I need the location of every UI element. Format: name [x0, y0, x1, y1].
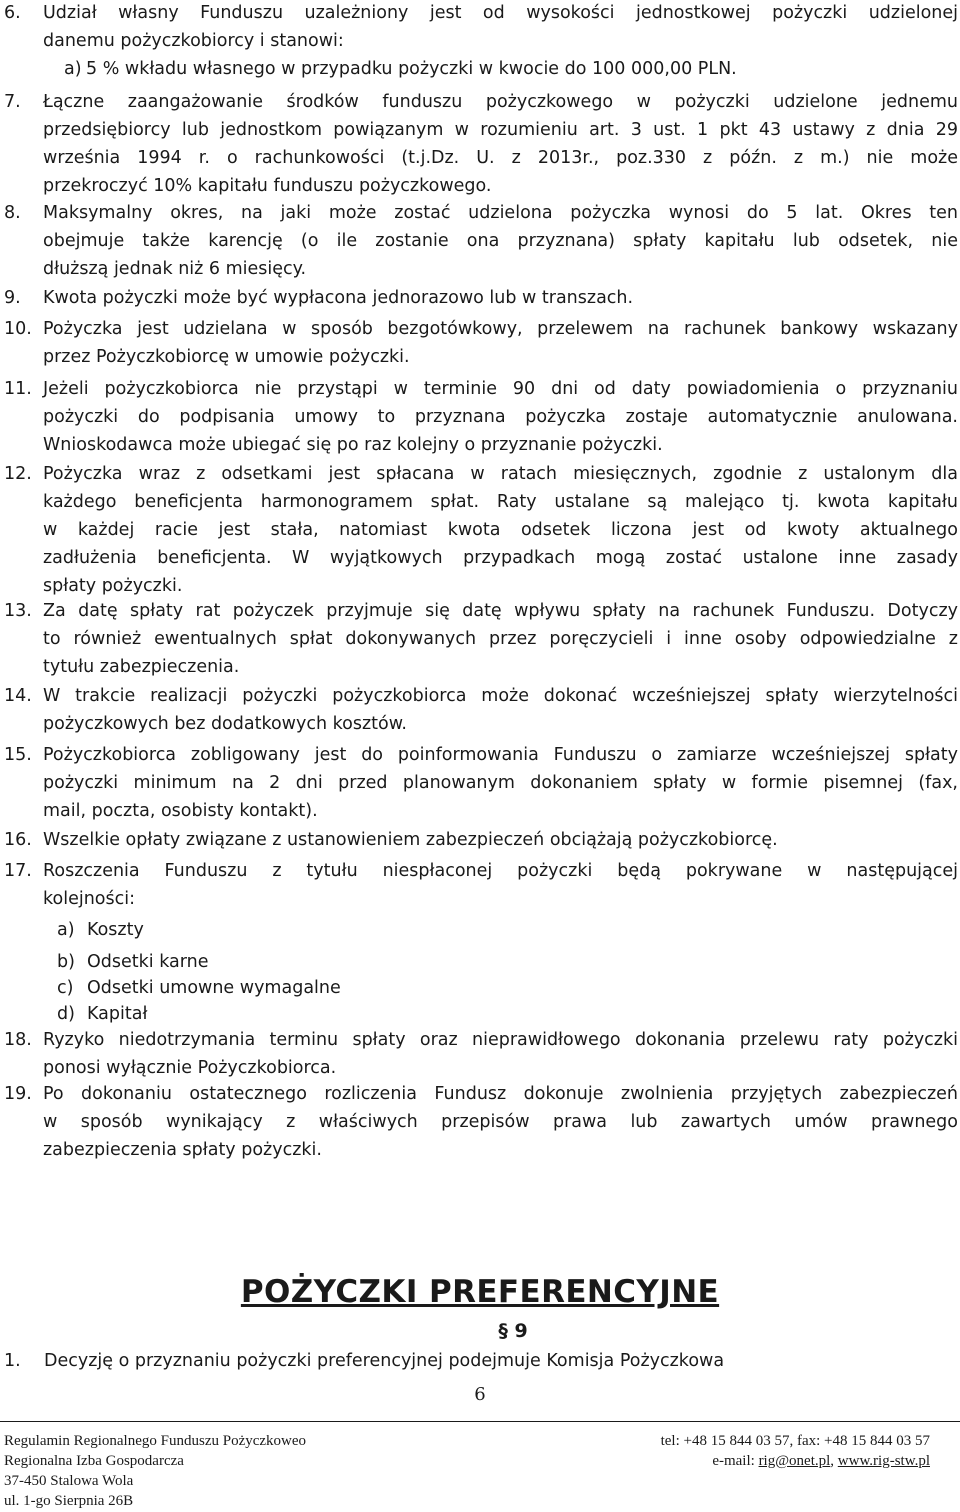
- item-line: obejmuje także karencję (o ile zostanie ona przyznana) spłaty kapitału lub odsetek, nie: [43, 231, 958, 251]
- sub-item-text: 5 % wkładu własnego w przypadku pożyczki w kwocie do 100 000,00 PLN.: [86, 59, 737, 79]
- footer-email-link[interactable]: rig@onet.pl: [758, 1453, 831, 1469]
- item-number: 10.: [4, 319, 32, 339]
- item-line: kolejności:: [43, 889, 136, 909]
- item-line: to również ewentualnych spłat dokonywanych przez poręczycieli i inne osoby odpowiedzialne z: [43, 629, 958, 649]
- sub-item-17b: [57, 949, 208, 977]
- footer-website-link[interactable]: www.rig-stw.pl: [837, 1453, 930, 1469]
- footer-line: ul. 1-go Sierpnia 26B: [4, 1493, 134, 1509]
- item-line: każdego beneficjenta harmonogramem spłat. Raty ustalane są malejąco tj. kwota kapitału: [43, 492, 958, 512]
- footer-separator: ,: [830, 1453, 838, 1469]
- sub-item-text: Odsetki umowne wymagalne: [87, 978, 341, 998]
- sub-item-label: b): [57, 952, 75, 972]
- item-line: Jeżeli pożyczkobiorca nie przystąpi w terminie 90 dni od daty powiadomienia o przyznaniu: [43, 379, 958, 399]
- item-line: tytułu zabezpieczenia.: [43, 657, 240, 677]
- item-line: danemu pożyczkobiorcy i stanowi:: [43, 31, 344, 51]
- item-line: Pożyczka jest udzielana w sposób bezgotówkowy, przelewem na rachunek bankowy wskazany: [43, 319, 958, 339]
- sub-item-17a: [57, 917, 144, 945]
- item-line: Za datę spłaty rat pożyczek przyjmuje się datę wpływu spłaty na rachunek Funduszu. Dotyczy: [43, 601, 958, 621]
- item-number: 13.: [4, 601, 32, 621]
- footer-rule: [0, 1421, 960, 1422]
- item-line: w każdej racie jest stała, natomiast kwota odsetek liczona jest od kwoty aktualnego: [43, 520, 958, 540]
- item-number: 8.: [4, 203, 21, 223]
- page-number: 6: [474, 1384, 486, 1405]
- item-line: pożyczkowych bez dodatkowych kosztów.: [43, 714, 407, 734]
- item-line: zabezpieczenia spłaty pożyczki.: [43, 1140, 322, 1160]
- section-heading: POŻYCZKI PREFERENCYJNE: [240, 1274, 720, 1310]
- footer-line: Regionalna Izba Gospodarcza: [4, 1453, 184, 1469]
- sub-item-label: a): [64, 59, 82, 79]
- item-number: 11.: [4, 379, 32, 399]
- item-line: Udział własny Funduszu uzależniony jest od wysokości jednostkowej pożyczki udzielonej: [43, 3, 958, 23]
- sub-item-text: Kapitał: [87, 1004, 148, 1024]
- item-number: 7.: [4, 92, 21, 112]
- item-line: Pożyczkobiorca zobligowany jest do poinformowania Funduszu o zamiarze wcześniejszej spłaty: [43, 745, 958, 765]
- item-line: Wszelkie opłaty związane z ustanowieniem zabezpieczeń obciążają pożyczkobiorcę.: [43, 830, 778, 850]
- sub-item-label: a): [57, 920, 75, 940]
- decision-text: Decyzję o przyznaniu pożyczki preferencyjnej podejmuje Komisja Pożyczkowa: [44, 1351, 725, 1371]
- decision-item: [4, 1348, 724, 1376]
- item-number: 14.: [4, 686, 32, 706]
- footer-phone: tel: +48 15 844 03 57, fax: +48 15 844 03 57: [660, 1433, 930, 1449]
- item-number: 17.: [4, 861, 32, 881]
- item-line: w sposób wynikający z właściwych przepisów prawa lub zawartych umów prawnego: [43, 1112, 958, 1132]
- item-number: 19.: [4, 1084, 32, 1104]
- item-number: 15.: [4, 745, 32, 765]
- item-line: ponosi wyłącznie Pożyczkobiorca.: [43, 1058, 337, 1078]
- sub-item-label: d): [57, 1004, 75, 1024]
- item-line: września 1994 r. o rachunkowości (t.j.Dz. U. z 2013r., poz.330 z późn. z m.) nie może: [43, 148, 958, 168]
- item-number: 16.: [4, 830, 32, 850]
- item-line: przekroczyć 10% kapitału funduszu pożyczkowego.: [43, 176, 492, 196]
- item-line: Maksymalny okres, na jaki może zostać udzielona pożyczka wynosi do 5 lat. Okres ten: [43, 203, 958, 223]
- item-line: zadłużenia beneficjenta. W wyjątkowych przypadkach mogą zostać ustalone inne zasady: [43, 548, 958, 568]
- sub-item-label: c): [57, 978, 74, 998]
- item-number: 12.: [4, 464, 32, 484]
- item-number: 9.: [4, 288, 21, 308]
- item-line: Pożyczka wraz z odsetkami jest spłacana w ratach miesięcznych, zgodnie z ustalonym dla: [43, 464, 958, 484]
- item-line: przez Pożyczkobiorcę w umowie pożyczki.: [43, 347, 410, 367]
- item-line: spłaty pożyczki.: [43, 576, 183, 596]
- item-line: W trakcie realizacji pożyczki pożyczkobiorca może dokonać wcześniejszej spłaty wierzytelności: [43, 686, 958, 706]
- item-number: 18.: [4, 1030, 32, 1050]
- paragraph-mark: § 9: [498, 1320, 528, 1342]
- item-number: 1.: [4, 1351, 21, 1371]
- sub-item-text: Odsetki karne: [87, 952, 209, 972]
- item-line: Po dokonaniu ostatecznego rozliczenia Fundusz dokonuje zwolnienia przyjętych zabezpieczeń: [43, 1084, 958, 1104]
- item-line: pożyczki minimum na 2 dni przed planowanym dokonaniem spłaty w formie pisemnej (fax,: [43, 773, 958, 793]
- item-line: Ryzyko niedotrzymania terminu spłaty oraz nieprawidłowego dokonania przelewu raty pożyczki: [43, 1030, 958, 1050]
- footer-email-label: e-mail:: [712, 1453, 759, 1469]
- footer-contact: [712, 1451, 930, 1471]
- footer-line: 37-450 Stalowa Wola: [4, 1473, 134, 1489]
- item-line: pożyczki do podpisania umowy to przyznana pożyczka zostaje automatycznie anulowana.: [43, 407, 958, 427]
- item-line: Wnioskodawca może ubiegać się po raz kolejny o przyznanie pożyczki.: [43, 435, 663, 455]
- item-line: Łączne zaangażowanie środków funduszu pożyczkowego w pożyczki udzielone jednemu: [43, 92, 958, 112]
- item-line: dłuższą jednak niż 6 miesięcy.: [43, 259, 307, 279]
- item-line: Kwota pożyczki może być wypłacona jednorazowo lub w transzach.: [43, 288, 634, 308]
- footer-line: Regulamin Regionalnego Funduszu Pożyczkoweo: [4, 1433, 307, 1449]
- item-number: 6.: [4, 3, 21, 23]
- item-line: Roszczenia Funduszu z tytułu niespłaconej pożyczki będą pokrywane w następującej: [43, 861, 958, 881]
- sub-item-6a: [64, 56, 737, 84]
- item-line: mail, poczta, osobisty kontakt).: [43, 801, 318, 821]
- sub-item-17d: [57, 1001, 147, 1029]
- sub-item-17c: [57, 975, 341, 1003]
- sub-item-text: Koszty: [87, 920, 144, 940]
- item-line: przedsiębiorcy lub jednostkom powiązanym w rozumieniu art. 3 ust. 1 pkt 43 ustawy z dnia 29: [43, 120, 958, 140]
